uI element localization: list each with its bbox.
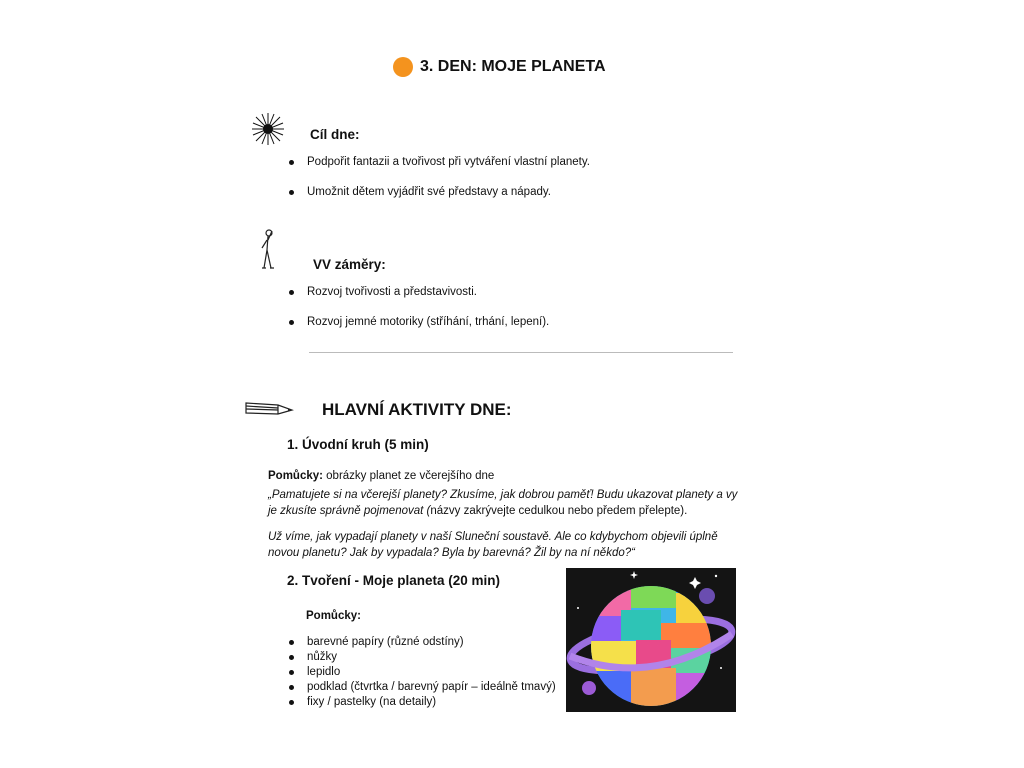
goal-heading: Cíl dne: xyxy=(310,127,360,142)
list-item: nůžky xyxy=(287,651,337,663)
main-heading: HLAVNÍ AKTIVITY DNE: xyxy=(322,400,512,419)
divider xyxy=(309,352,733,353)
list-item: podklad (čtvrtka / barevný papír – ideálně tmavý) xyxy=(287,681,556,693)
page-title xyxy=(393,57,606,77)
list-item: Umožnit dětem vyjádřit své představy a nápady. xyxy=(287,186,551,198)
activity2-tools-label: Pomůcky: xyxy=(306,610,361,622)
list-item: barevné papíry (různé odstíny) xyxy=(287,636,464,648)
list-item: lepidlo xyxy=(287,666,340,678)
activity1-heading: 1. Úvodní kruh (5 min) xyxy=(287,437,429,452)
activity2-heading: 2. Tvoření - Moje planeta (20 min) xyxy=(287,573,501,588)
orange-circle-icon xyxy=(393,57,413,77)
list-item: fixy / pastelky (na detaily) xyxy=(287,696,436,708)
person-icon xyxy=(257,228,279,270)
activity1-quote1: „Pamatujete si na včerejší planety? Zkusíme, jak dobrou paměť! Budu ukazovat planety a vy je zkusíte správně pojmenovat (názvy zakrývejte cedulkou nebo předem přelepte). xyxy=(268,489,738,517)
sun-icon xyxy=(251,112,285,146)
list-item: Podpořit fantazii a tvořivost při vytváření vlastní planety. xyxy=(287,156,590,168)
collage-planet-image xyxy=(566,568,736,712)
pencil-icon xyxy=(244,399,294,419)
list-item: Rozvoj jemné motoriky (stříhání, trhání, lepení). xyxy=(287,316,549,328)
list-item: Rozvoj tvořivosti a představivosti. xyxy=(287,286,477,298)
aims-heading: VV záměry: xyxy=(313,257,386,272)
page-title-text: 3. DEN: MOJE PLANETA xyxy=(420,58,606,75)
activity1-tools: Pomůcky: obrázky planet ze včerejšího dne xyxy=(268,470,495,482)
activity1-quote2: Už víme, jak vypadají planety v naší Sluneční soustavě. Ale co kdybychom objevili úplně novou planetu? Jak by vypadala? Byla by barevná? Žil by na ní někdo?“ xyxy=(268,531,718,559)
